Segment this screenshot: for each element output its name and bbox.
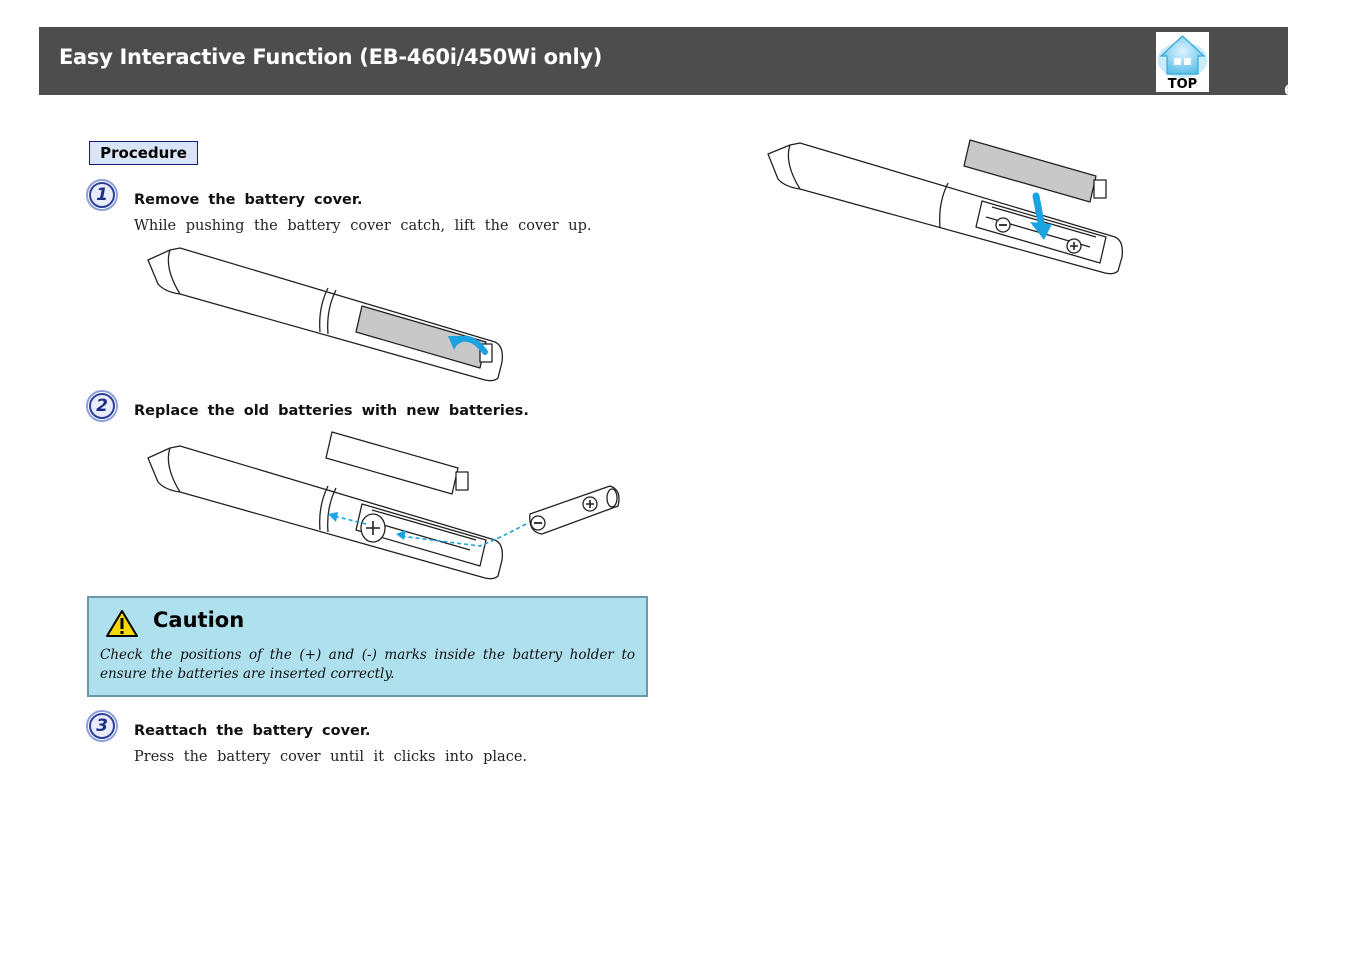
page-title: Easy Interactive Function (EB-460i/450Wi only) [59,45,603,69]
caution-box [87,596,648,697]
caution-title: Caution [153,608,245,632]
house-icon [1156,32,1209,78]
step-2-number: 2 [96,396,108,416]
pen-remove-cover-illustration [140,244,510,384]
pen-reattach-cover-illustration [760,136,1135,281]
top-home-button[interactable] [1156,32,1209,92]
step-2-heading: Replace the old batteries with new batteries. [134,403,529,419]
step-1-number: 1 [96,185,108,205]
pen-replace-batteries-illustration [140,428,630,588]
step-1-heading: Remove the battery cover. [134,192,363,208]
page-header [39,27,1304,99]
step-3-heading: Reattach the battery cover. [134,723,371,739]
top-label: TOP [1167,77,1198,92]
warning-triangle-icon [105,609,139,639]
procedure-label: Procedure [89,141,198,165]
caution-text: Check the positions of the (+) and (-) marks inside the battery holder to ensure the batteries are inserted correctly. [100,647,635,682]
step-1-body: While pushing the battery cover catch, lift the cover up. [134,218,592,234]
page-number: 62 [1284,83,1304,99]
step-3-body: Press the battery cover until it clicks into place. [134,749,528,765]
step-3-number: 3 [96,716,108,736]
